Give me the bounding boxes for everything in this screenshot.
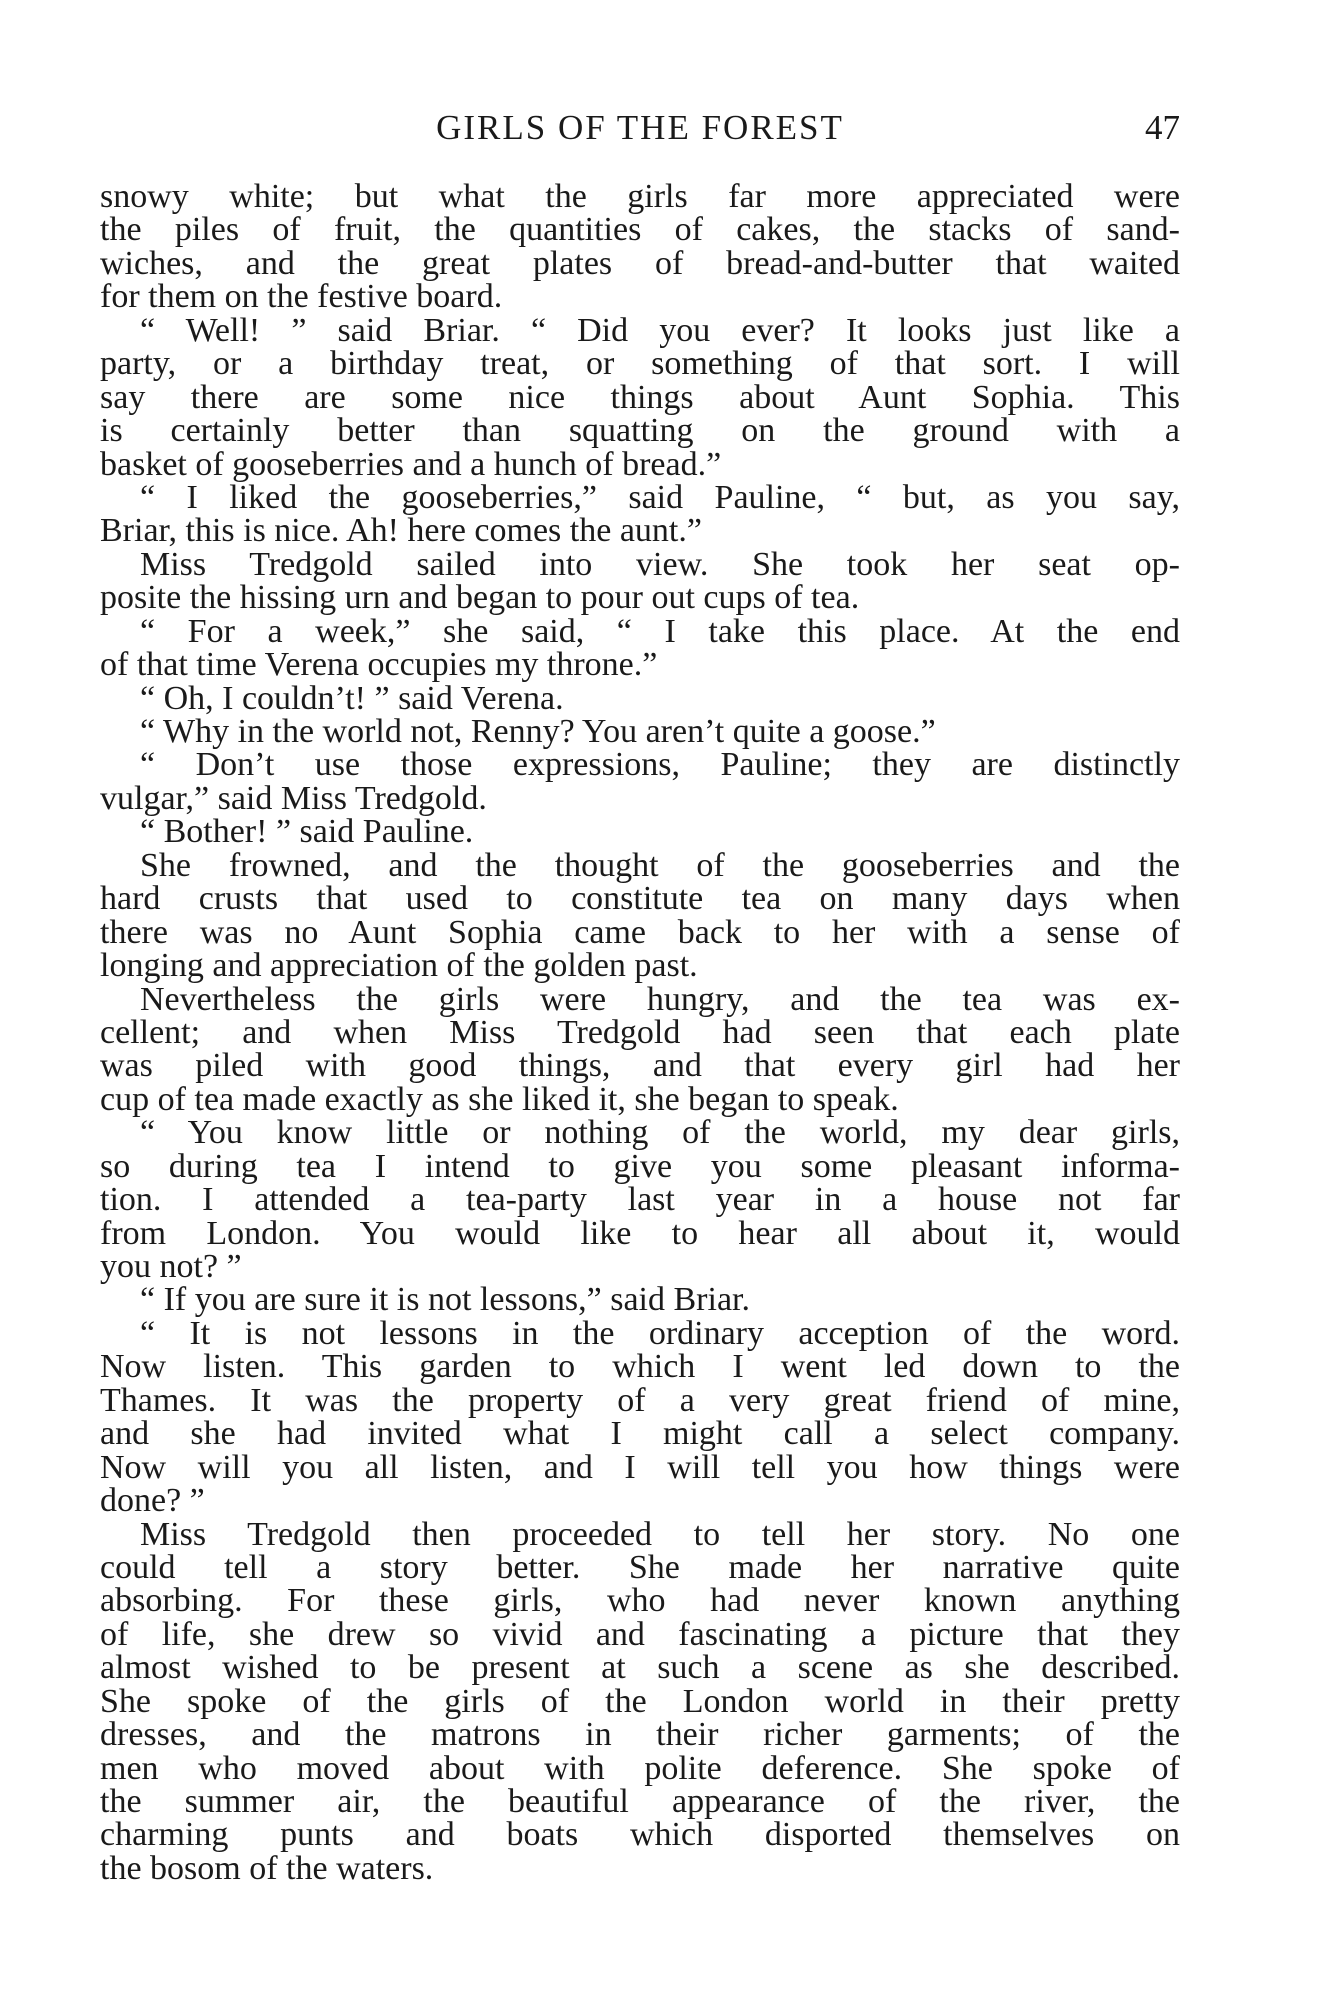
text-line: done? ”: [100, 1482, 205, 1520]
text-line: “ Oh, I couldn’t! ” said Verena.: [140, 679, 564, 717]
text-line: Now will you all listen, and I will tell you how things were: [100, 1448, 1180, 1486]
text-line: party, or a birthday treat, or something of that sort. I will: [100, 345, 1180, 383]
text-line: of life, she drew so vivid and fascinating a picture that they: [100, 1615, 1180, 1653]
page-number: 47: [1145, 108, 1180, 147]
text-line: dresses, and the matrons in their richer garments; of the: [100, 1716, 1180, 1754]
text-line: “ Don’t use those expressions, Pauline; they are distinctly: [140, 746, 1180, 784]
text-line: “ Why in the world not, Renny? You aren’t quite a goose.”: [140, 713, 936, 750]
text-line: from London. You would like to hear all about it, would: [100, 1214, 1180, 1252]
text-line: of that time Verena occupies my throne.”: [100, 646, 658, 684]
running-title: GIRLS OF THE FOREST: [436, 108, 844, 147]
text-line: “ If you are sure it is not lessons,” said Briar.: [140, 1281, 750, 1319]
text-line: Briar, this is nice. Ah! here comes the aunt.”: [100, 512, 702, 550]
text-line: was piled with good things, and that every girl had her: [100, 1047, 1180, 1085]
text-line: say there are some nice things about Aunt Sophia. This: [100, 378, 1180, 416]
text-line: “ For a week,” she said, “ I take this place. At the end: [140, 612, 1180, 650]
text-line: hard crusts that used to constitute tea on many days when: [100, 880, 1180, 918]
text-line: “ It is not lessons in the ordinary acception of the word.: [140, 1314, 1180, 1352]
text-line: so during tea I intend to give you some pleasant informa-: [100, 1147, 1180, 1185]
text-line: the piles of fruit, the quantities of cakes, the stacks of sand-: [100, 211, 1180, 249]
text-line: there was no Aunt Sophia came back to her with a sense of: [100, 913, 1180, 951]
text-line: cellent; and when Miss Tredgold had seen that each plate: [100, 1013, 1180, 1051]
text-line: the bosom of the waters.: [100, 1849, 434, 1887]
text-line: could tell a story better. She made her narrative quite: [100, 1548, 1180, 1586]
text-line: She spoke of the girls of the London world in their pretty: [100, 1682, 1180, 1720]
text-line: for them on the festive board.: [100, 278, 503, 316]
text-line: almost wished to be present at such a scene as she described.: [100, 1649, 1180, 1687]
text-line: Nevertheless the girls were hungry, and the tea was ex-: [140, 980, 1180, 1018]
text-line: “ I liked the gooseberries,” said Pauline, “ but, as you say,: [140, 478, 1180, 516]
text-line: “ Bother! ” said Pauline.: [140, 813, 474, 851]
page-header: [100, 108, 1180, 158]
text-line: vulgar,” said Miss Tredgold.: [100, 779, 487, 817]
text-line: Thames. It was the property of a very great friend of mine,: [100, 1381, 1180, 1419]
text-line: “ Well! ” said Briar. “ Did you ever? It looks just like a: [140, 311, 1180, 349]
text-line: and she had invited what I might call a select company.: [100, 1415, 1180, 1453]
text-line: Miss Tredgold then proceeded to tell her story. No one: [140, 1515, 1180, 1553]
text-line: “ You know little or nothing of the world, my dear girls,: [140, 1114, 1180, 1152]
text-line: you not? ”: [100, 1248, 242, 1285]
text-line: Now listen. This garden to which I went led down to the: [100, 1348, 1180, 1386]
text-line: the summer air, the beautiful appearance of the river, the: [100, 1783, 1180, 1820]
text-line: tion. I attended a tea-party last year in a house not far: [100, 1181, 1180, 1219]
text-line: Miss Tredgold sailed into view. She took her seat op-: [140, 545, 1180, 583]
text-line: longing and appreciation of the golden past.: [100, 947, 698, 985]
text-line: basket of gooseberries and a hunch of bread.”: [100, 445, 722, 483]
text-line: snowy white; but what the girls far more appreciated were: [100, 178, 1180, 215]
text-line: cup of tea made exactly as she liked it, she began to speak.: [100, 1080, 899, 1118]
text-line: She frowned, and the thought of the gooseberries and the: [140, 846, 1180, 884]
text-line: is certainly better than squatting on the ground with a: [100, 412, 1180, 450]
text-line: wiches, and the great plates of bread-and-butter that waited: [100, 244, 1180, 282]
body-text: [100, 180, 1180, 1885]
text-line: men who moved about with polite deference. She spoke of: [100, 1749, 1180, 1787]
text-line: posite the hissing urn and began to pour out cups of tea.: [100, 579, 860, 617]
text-line: absorbing. For these girls, who had never known anything: [100, 1582, 1180, 1620]
text-line: charming punts and boats which disported themselves on: [100, 1816, 1180, 1854]
